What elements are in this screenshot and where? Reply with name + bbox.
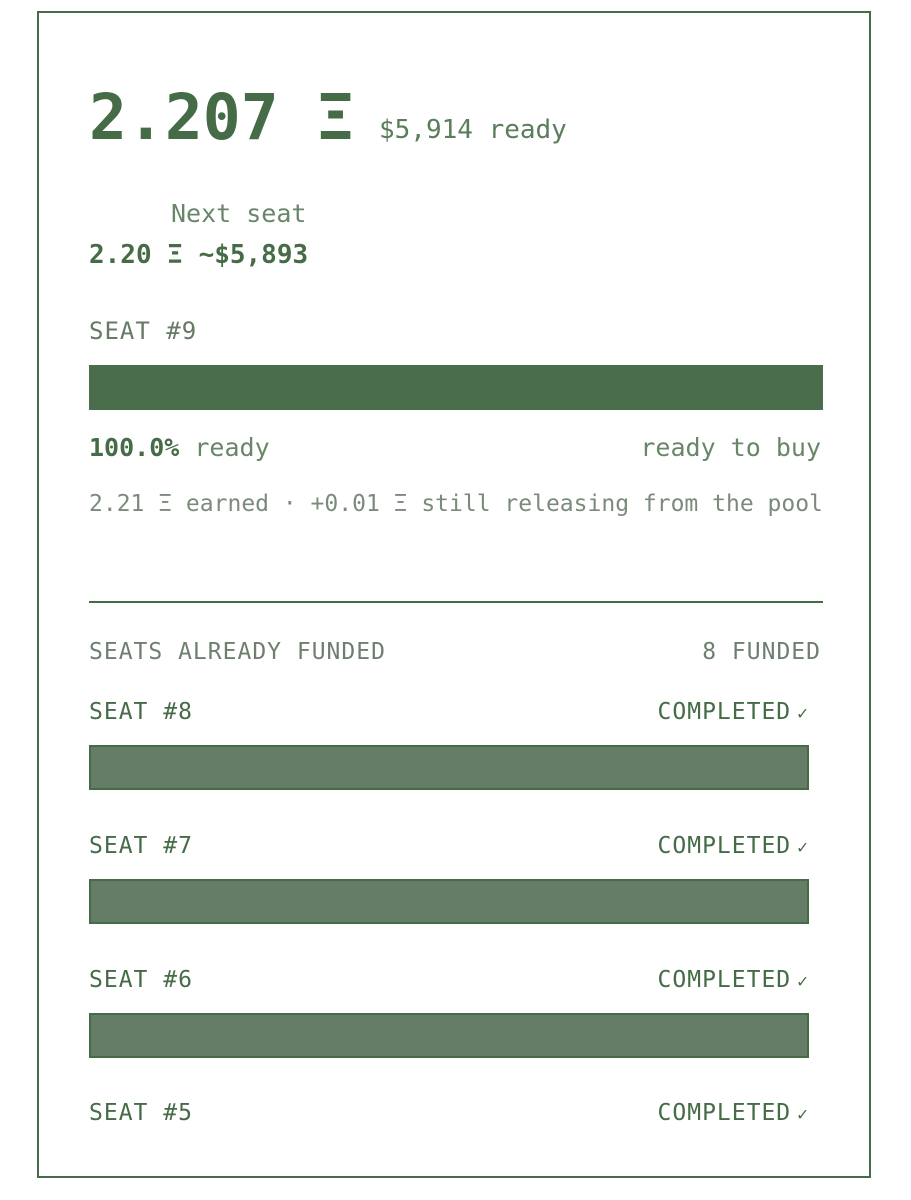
funded-seat-name: SEAT #7 <box>89 833 193 859</box>
current-seat-progress-bar <box>89 365 823 410</box>
current-seat-percent <box>89 433 270 462</box>
funded-seat-bar-fill <box>91 1015 807 1056</box>
check-icon: ✓ <box>797 703 809 724</box>
funded-seat-name: SEAT #5 <box>89 1100 193 1126</box>
funded-seat-status <box>658 967 809 993</box>
funded-seat-name: SEAT #8 <box>89 699 193 725</box>
funded-seat-bar <box>89 879 809 924</box>
current-seat-label: SEAT #9 <box>89 317 198 345</box>
status-text: COMPLETED <box>657 833 792 859</box>
earned-summary: 2.21 Ξ earned · +0.01 Ξ still releasing from the pool <box>89 491 823 517</box>
status-text: COMPLETED <box>657 1100 792 1126</box>
next-seat-price: 2.20 Ξ ~$5,893 <box>89 240 309 270</box>
funded-seat-status <box>658 699 809 725</box>
current-seat-progress-fill <box>89 365 823 410</box>
ready-to-buy-status: ready to buy <box>640 433 821 462</box>
balance-usd: $5,914 ready <box>379 115 567 145</box>
check-icon: ✓ <box>797 837 809 858</box>
funded-seat-status <box>658 833 809 859</box>
funded-seat-name: SEAT #6 <box>89 967 193 993</box>
check-icon: ✓ <box>797 1104 809 1125</box>
status-text: COMPLETED <box>657 967 792 993</box>
section-divider <box>89 601 823 603</box>
funded-seat-bar <box>89 1013 809 1058</box>
funded-seat-bar <box>89 745 809 790</box>
balance-amount: 2.207 Ξ <box>89 81 355 154</box>
percent-value: 100.0% <box>89 433 180 462</box>
seat-progress-card <box>37 11 871 1178</box>
funded-seat-bar-fill <box>91 747 807 788</box>
funded-seat-status <box>658 1100 809 1126</box>
check-icon: ✓ <box>797 971 809 992</box>
next-seat-label: Next seat <box>171 199 307 228</box>
funded-count: 8 FUNDED <box>702 639 821 665</box>
percent-suffix: ready <box>179 433 270 462</box>
funded-seat-bar-fill <box>91 881 807 922</box>
status-text: COMPLETED <box>657 699 792 725</box>
funded-section-title: SEATS ALREADY FUNDED <box>89 639 386 665</box>
